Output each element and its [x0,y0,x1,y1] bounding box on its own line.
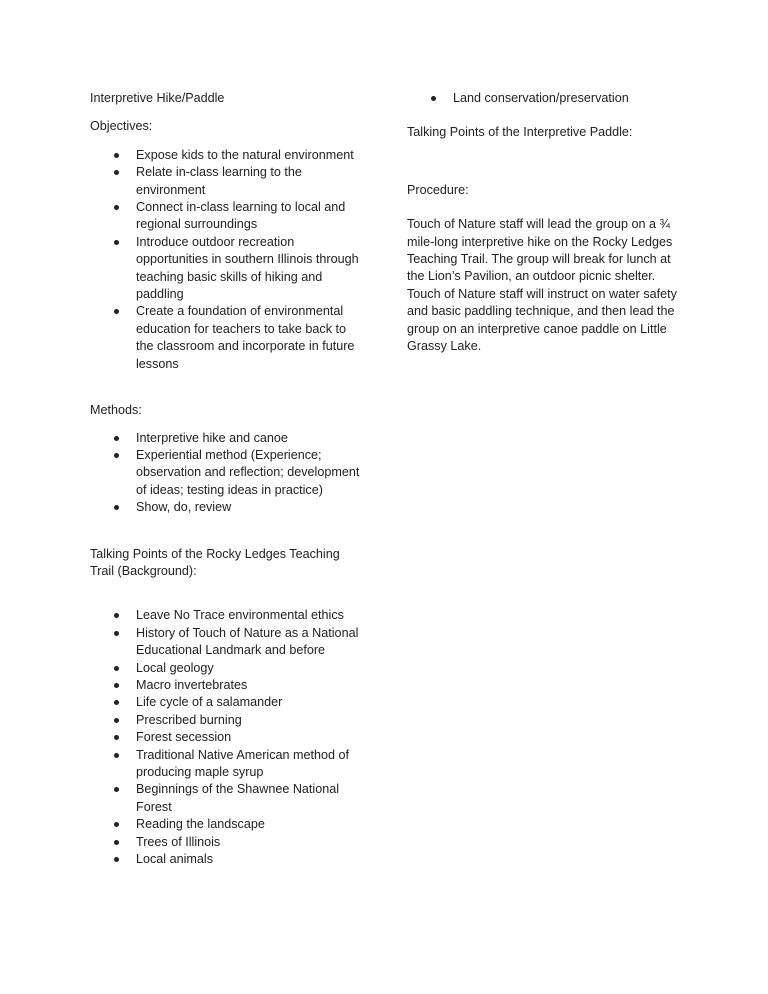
list-item: Macro invertebrates [90,677,365,694]
trail-points-list [90,607,365,868]
list-item: Create a foundation of environmental education for teachers to take back to the classroom and incorporate in future lessons [90,303,365,373]
document-title: Interpretive Hike/Paddle [90,91,225,105]
list-item: Expose kids to the natural environment [90,147,365,164]
methods-list [90,430,365,517]
objectives-list [90,147,365,373]
list-item: Introduce outdoor recreation opportunities in southern Illinois through teaching basic skills of hiking and paddling [90,234,365,304]
list-item: Trees of Illinois [90,834,365,851]
list-item: Traditional Native American method of producing maple syrup [90,747,365,782]
continued-points-list [407,90,679,107]
list-item: Prescribed burning [90,712,365,729]
paddle-heading: Talking Points of the Interpretive Paddle: [407,125,633,140]
list-item: Local animals [90,851,365,868]
list-item: Forest secession [90,729,365,746]
list-item: Life cycle of a salamander [90,694,365,711]
procedure-paragraph: Touch of Nature staff will lead the group on a ¾ mile-long interpretive hike on the Rocky Ledges Teaching Trail. The group will break for lunch at the Lion’s Pavilion, an outdoor picnic shelter. Touch of Nature staff will instruct on water safety and basic paddling technique, and then lead the group on an interpretive canoe paddle on Little Grassy Lake. [407,217,677,354]
right-column [407,90,679,355]
list-item: Leave No Trace environmental ethics [90,607,365,624]
list-item: Experiential method (Experience; observation and reflection; development of ideas; testing ideas in practice) [90,447,365,499]
objectives-heading: Objectives: [90,119,153,134]
list-item: Beginnings of the Shawnee National Forest [90,781,365,816]
list-item: Show, do, review [90,499,365,516]
list-item: Reading the landscape [90,816,365,833]
trail-heading: Talking Points of the Rocky Ledges Teaching Trail (Background): [90,546,340,578]
list-item: Local geology [90,660,365,677]
list-item: Land conservation/preservation [407,90,679,107]
procedure-heading: Procedure: [407,182,469,197]
methods-heading: Methods: [90,403,142,418]
list-item: Interpretive hike and canoe [90,430,365,447]
list-item: Relate in-class learning to the environment [90,164,365,199]
list-item: Connect in-class learning to local and regional surroundings [90,199,365,234]
left-column [90,90,365,868]
list-item: History of Touch of Nature as a National Educational Landmark and before [90,625,365,660]
